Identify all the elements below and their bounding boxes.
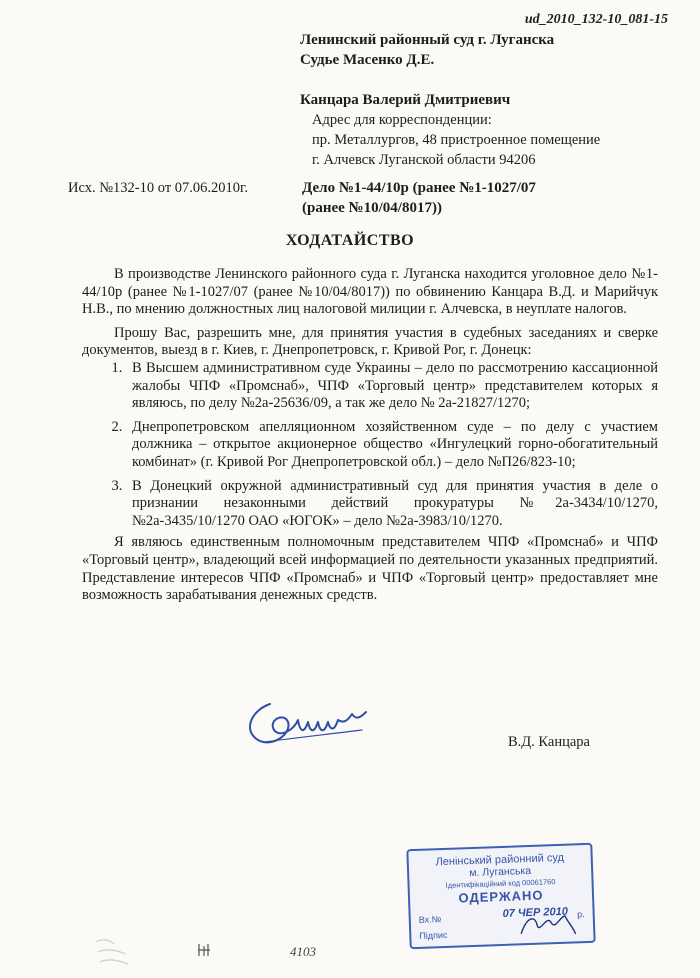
stamp-signature-label: Підпис <box>419 929 448 941</box>
stamp-court-name: Ленінський районний суд <box>435 851 565 869</box>
sender-address-label: Адрес для корреспонденции: <box>312 112 492 128</box>
court-received-stamp <box>406 843 595 949</box>
stamp-received: ОДЕРЖАНО <box>458 887 544 906</box>
list-item: 3. В Донецкий окружной административный суд для принятия участия в деле о признании незаконными действий прокуратуры №2а-3434/10/1270, №2а-3435/10/1270 ОАО «ЮГОК» – дело №2а-3983/10/1270. <box>126 478 658 531</box>
sender-name: Канцара Валерий Дмитриевич <box>300 92 511 108</box>
request-list <box>82 360 658 530</box>
sender-address-line2: г. Алчевск Луганской области 94206 <box>312 152 536 168</box>
stamp-handwritten-signature <box>516 907 577 939</box>
handwritten-signature <box>234 690 374 754</box>
signer-name: В.Д. Канцара <box>508 734 590 750</box>
addressee-court: Ленинский районный суд г. Луганска <box>300 32 555 48</box>
small-handwritten-mark <box>196 940 212 960</box>
stamp-date: 07 ЧЕР 2010 <box>502 905 569 920</box>
sender-address-line1: пр. Металлургов, 48 пристроенное помещение <box>312 132 601 148</box>
stamp-city: м. Луганська <box>469 864 532 880</box>
list-item: 2. Днепропетровском апелляционном хозяйственном суде – по делу с участием должника – открытое акционерное общество «Ингулецкий горно-обогатительный комбинат» (г. Кривой Рог Днепропетровской обл.) – дело №П26/823-10; <box>126 419 658 472</box>
faded-margin-note <box>92 932 132 972</box>
document-body <box>82 266 658 605</box>
stamp-incoming-label: Вх.№ <box>418 914 442 925</box>
body-paragraph-2: Прошу Вас, разрешить мне, для принятия участия в судебных заседаниях и сверке документов, выезд в г. Киев, г. Днепропетровск, г. Кривой Рог, г. Донецк: <box>82 324 658 359</box>
case-number-line1: Дело №1-44/10р (ранее №1-1027/07 <box>302 180 536 196</box>
body-paragraph-3: Я являюсь единственным полномочным представителем ЧПФ «Промснаб» и ЧПФ «Торговый центр», владеющий всей информацией по деятельности указанных предприятий. Представление интересов ЧПФ «Промснаб» и ЧПФ «Торговый центр» предоставляет мне возможность зарабатывания денежных средств. <box>82 534 658 604</box>
case-number <box>302 178 536 218</box>
document-title: ХОДАТАЙСТВО <box>285 232 415 249</box>
body-paragraph-1: В производстве Ленинского районного суда г. Луганска находится уголовное дело №1-44/10р (ранее №1-1027/07 (ранее №10/04/8017)) по обвинению Канцара В.Д. и Марийчук Н.В., по мнению должностных лиц налоговой милиции г. Алчевска, в неуплате налогов. <box>82 266 658 318</box>
sender-block <box>300 90 600 170</box>
addressee-block <box>300 30 554 70</box>
stamp-year-suffix: р. <box>576 909 585 920</box>
document-id: ud_2010_132-10_081-15 <box>524 12 668 27</box>
list-item: 1. В Высшем административном суде Украины – дело по рассмотрению кассационной жалобы ЧПФ «Промснаб», ЧПФ «Торговый центр» представителем которых я являюсь, по делу №2а-25636/09, а так же дело № 2а-21827/1270; <box>126 360 658 413</box>
page-number: 4103 <box>290 944 316 959</box>
outgoing-number: Исх. №132-10 от 07.06.2010г. <box>68 180 248 196</box>
case-number-line2: (ранее №10/04/8017)) <box>302 200 442 216</box>
stamp-code: Ідентифікаційний код 00061760 <box>445 877 556 890</box>
addressee-judge: Судье Масенко Д.Е. <box>300 52 435 68</box>
